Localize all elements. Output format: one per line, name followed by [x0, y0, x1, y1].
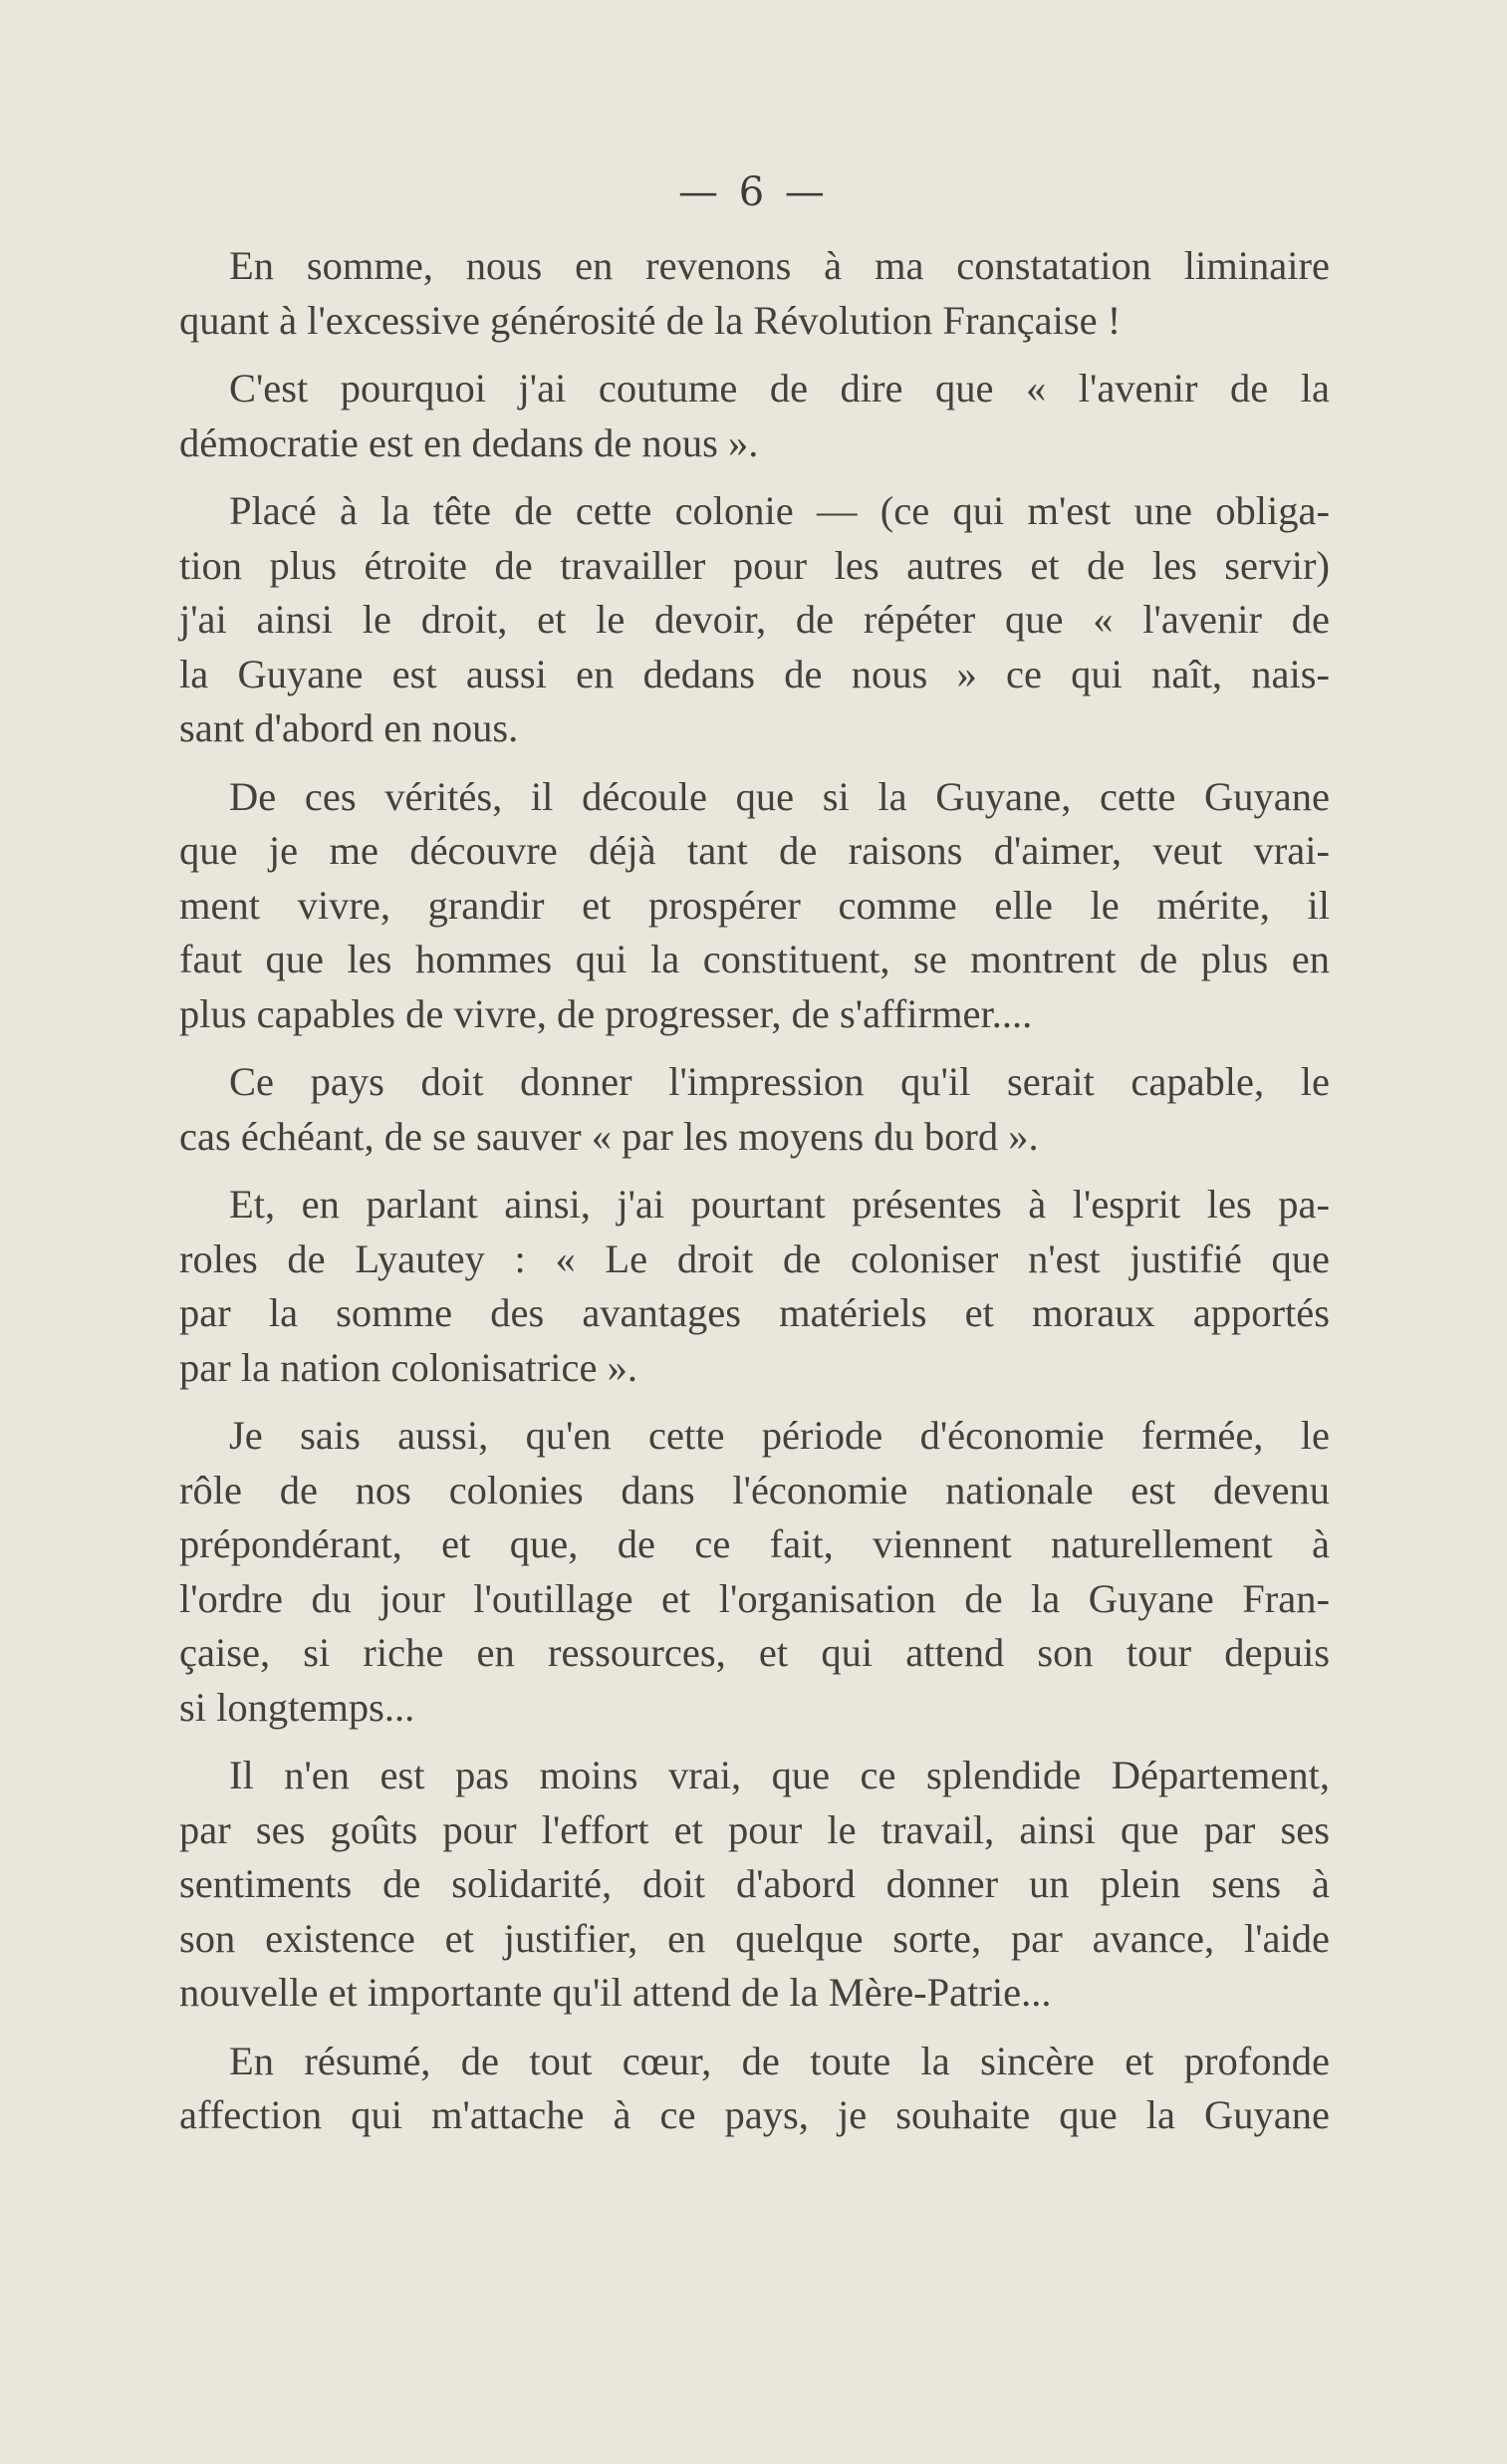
text-line: Ce pays doit donner l'impression qu'il serait capable, le	[229, 1059, 1330, 1104]
text-line: sentiments de solidarité, doit d'abord donner un plein sens à	[179, 1861, 1330, 1906]
text-line: çaise, si riche en ressources, et qui attend son tour depuis	[179, 1630, 1330, 1675]
text-line: En résumé, de tout cœur, de toute la sincère et profonde	[229, 2038, 1330, 2083]
paragraph	[179, 484, 1330, 756]
text-line: par la nation colonisatrice ».	[179, 1344, 637, 1390]
text-line: ment vivre, grandir et prospérer comme elle le mérite, il	[179, 882, 1330, 928]
text-line: Je sais aussi, qu'en cette période d'économie fermée, le	[229, 1413, 1330, 1458]
body-text	[179, 239, 1330, 2143]
text-line: Et, en parlant ainsi, j'ai pourtant présentes à l'esprit les pa-	[229, 1182, 1330, 1227]
text-line: quant à l'excessive générosité de la Révolution Française !	[179, 297, 1122, 343]
text-line: la Guyane est aussi en dedans de nous » ce qui naît, nais-	[179, 651, 1330, 696]
text-line: affection qui m'attache à ce pays, je souhaite que la Guyane	[179, 2092, 1330, 2137]
text-line: En somme, nous en revenons à ma constatation liminaire	[229, 243, 1330, 288]
text-line: roles de Lyautey : « Le droit de coloniser n'est justifié que	[179, 1235, 1330, 1281]
text-line: tion plus étroite de travailler pour les autres et de les servir)	[179, 542, 1330, 588]
paragraph	[179, 362, 1330, 470]
paragraph	[179, 239, 1330, 348]
text-line: nouvelle et importante qu'il attend de la Mère-Patrie...	[179, 1970, 1052, 2015]
text-line: prépondérant, et que, de ce fait, viennent naturellement à	[179, 1521, 1330, 1566]
text-line: plus capables de vivre, de progresser, de s'affirmer....	[179, 990, 1033, 1036]
paragraph	[179, 770, 1330, 1042]
paragraph	[179, 1409, 1330, 1735]
text-line: Placé à la tête de cette colonie — (ce qui m'est une obliga-	[229, 488, 1330, 533]
page-number: — 6 —	[678, 169, 829, 215]
text-line: si longtemps...	[179, 1684, 415, 1730]
text-line: par la somme des avantages matériels et moraux apportés	[179, 1290, 1330, 1335]
text-line: Il n'en est pas moins vrai, que ce splendide Département,	[229, 1753, 1330, 1797]
paragraph	[179, 1178, 1330, 1395]
text-line: sant d'abord en nous.	[179, 705, 519, 750]
text-line: par ses goûts pour l'effort et pour le travail, ainsi que par ses	[179, 1806, 1330, 1852]
paragraph	[179, 1055, 1330, 1164]
text-line: démocratie est en dedans de nous ».	[179, 419, 759, 465]
text-line: C'est pourquoi j'ai coutume de dire que « l'avenir de la	[229, 366, 1330, 411]
paragraph	[179, 2035, 1330, 2143]
text-line: que je me découvre déjà tant de raisons d'aimer, veut vrai-	[179, 828, 1330, 873]
text-line: son existence et justifier, en quelque sorte, par avance, l'aide	[179, 1915, 1330, 1961]
text-line: l'ordre du jour l'outillage et l'organisation de la Guyane Fran-	[179, 1575, 1330, 1621]
text-line: De ces vérités, il découle que si la Guyane, cette Guyane	[229, 773, 1330, 819]
text-line: rôle de nos colonies dans l'économie nationale est devenu	[179, 1467, 1330, 1512]
text-line: faut que les hommes qui la constituent, se montrent de plus en	[179, 937, 1330, 981]
text-line: j'ai ainsi le droit, et le devoir, de répéter que « l'avenir de	[179, 597, 1330, 642]
paragraph	[179, 1749, 1330, 2021]
text-line: cas échéant, de se sauver « par les moyens du bord ».	[179, 1113, 1039, 1159]
